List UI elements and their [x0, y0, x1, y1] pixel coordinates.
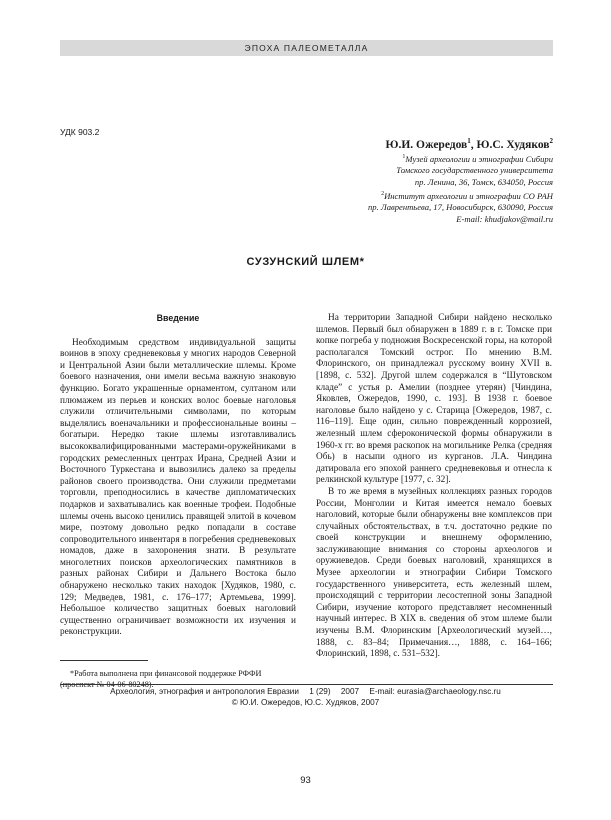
- journal-email: E-mail: eurasia@archaeology.nsc.ru: [369, 687, 501, 696]
- affiliation-1-line-2: Томского государственного университета: [396, 165, 553, 176]
- affiliation-1-sup: 1: [402, 154, 406, 160]
- footnote-rule: [60, 660, 148, 661]
- paragraph: На территории Западной Сибири найдено несколько шлемов. Первый был обнаружен в 1889 г. в г. Томске при копке погреба у подножия Воскресенской горы, на которой располагался Томский острог. По мнению В.М. Флоринского, он принадлежал русскому воину XVII в. [1898, с. 532]. Другой шлем содержался в “Шутовском кладе” с устья р. Амелии (позднее утерян) [Чиндина, Яковлев, Ожередов, 1990, с. 193]. В 1938 г. боевое наголовье было найдено у с. Старица [Ожередов, 1987, с. 116–119]. Еще один, сильно поврежденный коррозией, железный шлем сфероконической формы обнаружили в 1960-х гг. во время раскопок на могильнике Релка (средняя Обь) в насыпи одного из курганов. Л.А. Чиндина датировала его эпохой раннего средневековья и отнесла к релкинской культуре [1977, с. 32].: [316, 313, 552, 486]
- author-2-sup: 2: [549, 137, 553, 145]
- udk-code: УДК 903.2: [60, 127, 100, 137]
- journal-issue: 1 (29): [309, 687, 331, 696]
- affiliation-1-line-1: Музей археологии и этнографии Сибири: [405, 153, 553, 164]
- footnote-text: *Работа выполнена при финансовой поддержке РФФИ (проспект № 04-06-80248).: [60, 669, 262, 689]
- author-separator: ,: [470, 138, 477, 151]
- paragraph: Необходимым средством индивидуальной защиты воинов в эпоху средневековья у многих народов Северной и Центральной Азии были металлические шлемы. Кроме боевого назначения, они имели весьма важную знаковую функцию. Богато украшенные орнаментом, султаном или плюмажем из перьев и конских волос боевые наголовья служили отличительными символами, по которым выделялись военачальники и профессиональные воины – богатыри. Нередко такие шлемы изготавливались высококвалифицированными мастерами-оружейниками в городских ремесленных центрах Ирана, Средней Азии и Восточного Туркестана и вывозились далеко за пределы районов своего производства. Они служили предметами торговли, преподносились в качестве дипломатических подарков и захватывались как военные трофеи. Подобные шлемы очень высоко ценились правящей элитой в кочевом мире, поэтому довольно редко попадали в составе сопроводительного инвентаря в погребения средневековых номадов, даже в захоронения знати. В результате многолетних поисков археологических памятников в разных районах Сибири и Дальнего Востока было обнаружено несколько таких находок [Худяков, 1980, с. 129; Медведев, 1981, с. 176–177; Артемьева, 1999]. Небольшое количество защитных боевых наголовий существенно ограничивает возможности их изучения и реконструкции.: [60, 337, 296, 638]
- journal-footer: [0, 686, 611, 708]
- author-1-sup: 1: [467, 137, 471, 145]
- author-email: E-mail: khudjakov@mail.ru: [456, 213, 553, 224]
- journal-name: Археология, этнография и антропология Евразии: [110, 687, 299, 696]
- page-number: 93: [300, 775, 311, 786]
- right-column: [316, 313, 552, 661]
- running-header: ЭПОХА ПАЛЕОМЕТАЛЛА: [60, 40, 553, 56]
- footer-rule: [60, 684, 553, 685]
- copyright: © Ю.И. Ожередов, Ю.С. Худяков, 2007: [231, 698, 380, 707]
- section-heading-introduction: Введение: [156, 313, 200, 323]
- affiliation-1-line-3: пр. Ленина, 36, Томск, 634050, Россия: [414, 177, 553, 188]
- journal-year: 2007: [340, 687, 360, 696]
- affiliation-2-line-2: пр. Лаврентьева, 17, Новосибирск, 630090, Россия: [367, 202, 553, 213]
- left-column: [60, 313, 296, 639]
- author-2: Ю.С. Худяков: [476, 138, 550, 151]
- article-title: СУЗУНСКИЙ ШЛЕМ*: [246, 256, 365, 268]
- paragraph: В то же время в музейных коллекциях разных городов России, Монголии и Китая имеется немало боевых наголовий, которые были обнаружены вне комплексов при случайных обстоятельствах, в т.ч. достаточно редкие по своей конструкции и внешнему оформлению, заслуживающие внимания со стороны археологов и оружиеведов. Среди боевых наголовий, хранящихся в Музее археологии и этнографии Сибири Томского государственного университета, есть железный шлем, происходящий с территории лесостепной зоны Западной Сибири, изучение которого представляет несомненный научный интерес. В XIX в. сведения об этом шлеме были изучены В.М. Флоринским [Археологический музей…, 1888, с. 83–84; Примечания…, 1888, с. 164–166; Флоринский, 1898, с. 531–532].: [316, 486, 552, 660]
- authors: [386, 137, 553, 151]
- author-1: Ю.И. Ожередов: [385, 138, 468, 151]
- affiliations: [368, 152, 553, 225]
- affiliation-2-line-1: Институт археологии и этнографии СО РАН: [384, 190, 553, 201]
- affiliation-2-sup: 2: [381, 190, 385, 197]
